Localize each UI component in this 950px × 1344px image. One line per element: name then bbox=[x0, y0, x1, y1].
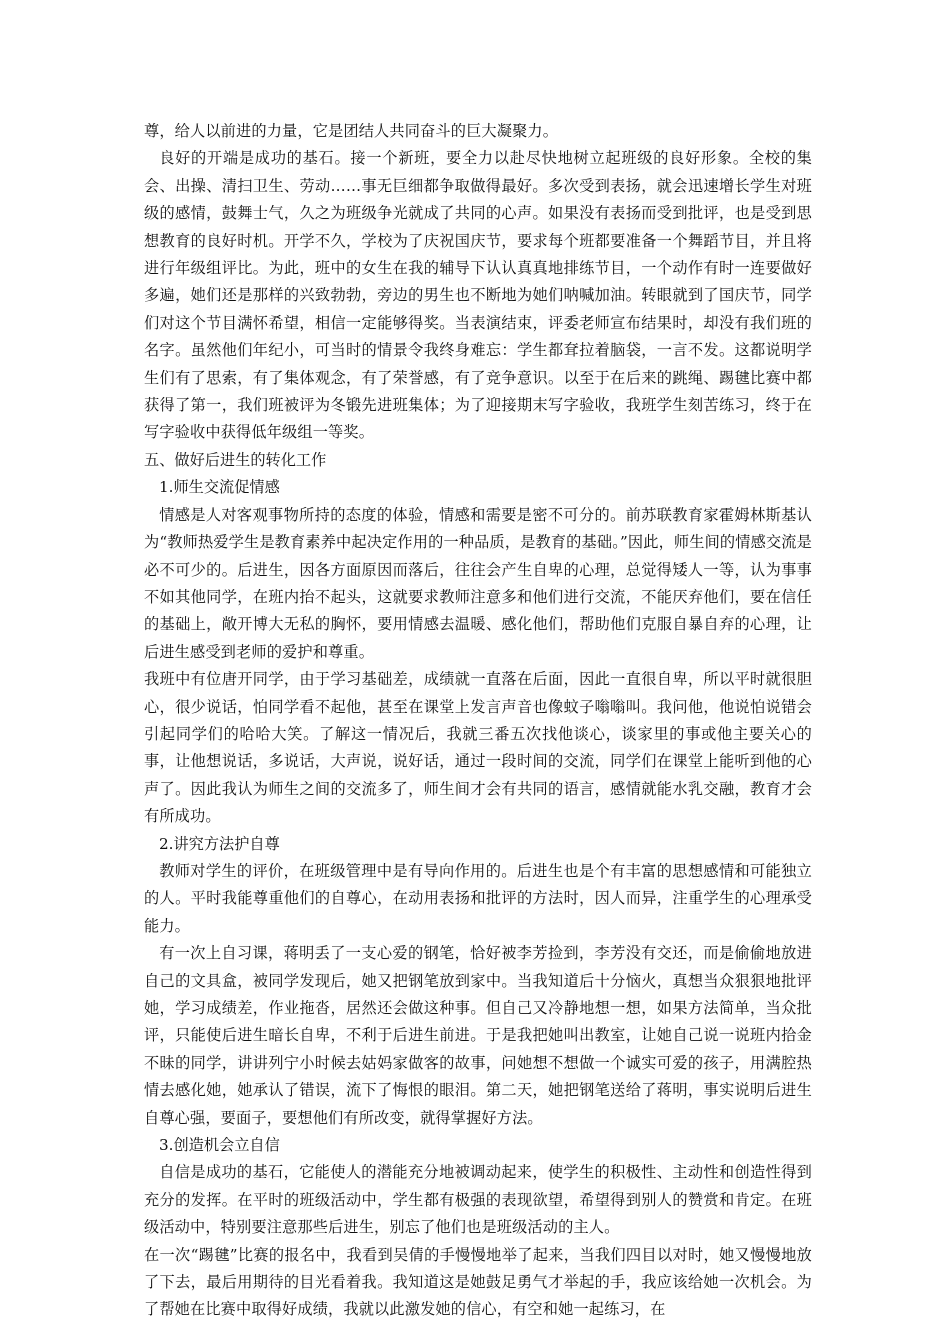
subheading-1: 1.师生交流促情感 bbox=[159, 478, 280, 497]
subheading-3: 3.创造机会立自信 bbox=[159, 1136, 280, 1155]
paragraph-teacher-evaluation: 教师对学生的评价，在班级管理中是有导向作用的。后进生也是个有丰富的思想感情和可能独立的人。平时我能尊重他们的自尊心，在动用表扬和批评的方法时，因人而异，注重学生的心理承受能力。 bbox=[144, 861, 812, 935]
paragraph-tang-kai-story: 我班中有位唐开同学，由于学习基础差，成绩就一直落在后面，因此一直很自卑，所以平时就很胆心，很少说话，怕同学看不起他，甚至在课堂上发言声音也像蚊子嗡嗡叫。我问他，他说怕说错会引起同学们的哈哈大笑。了解这一情况后，我就三番五次找他谈心，谈家里的事或他主要关心的事，让他想说话，多说话，大声说，说好话，通过一段时间的交流，同学们在课堂上能听到他的心声了。因此我认为师生之间的交流多了，师生间才会有共同的语言，感情就能水乳交融，教育才会有所成功。 bbox=[144, 670, 812, 826]
paragraph-emotion-exchange: 情感是人对客观事物所持的态度的体验，情感和需要是密不可分的。前苏联教育家霍姆林斯基认为“教师热爱学生是教育素养中起决定作用的一种品质，是教育的基础。”因此，师生间的情感交流是必不可少的。后进生，因各方面原因而落后，往往会产生自卑的心理，总觉得矮人一等，认为事事不如其他同学，在班内抬不起头，这就要求教师注意多和他们进行交流，不能厌弃他们，要在信任的基础上，敞开博大无私的胸怀，要用情感去温暖、感化他们，帮助他们克服自暴自弃的心理，让后进生感受到老师的爱护和尊重。 bbox=[144, 505, 812, 661]
paragraph-pen-story: 有一次上自习课，蒋明丢了一支心爱的钢笔，恰好被李芳捡到，李芳没有交还，而是偷偷地放进自己的文具盒，被同学发现后，她又把钢笔放到家中。当我知道后十分恼火，真想当众狠狠地批评她，学习成绩差，作业拖沓，居然还会做这种事。但自己又冷静地想一想，如果方法简单，当众批评，只能使后进生暗长自卑，不利于后进生前进。于是我把她叫出教室，让她自己说一说班内拾金不昧的同学，讲讲列宁小时候去姑妈家做客的故事，问她想不想做一个诚实可爱的孩子，用满腔热情去感化她，她承认了错误，流下了悔恨的眼泪。第二天，她把钢笔送给了蒋明，事实说明后进生自尊心强，要面子，要想他们有所改变，就得掌握好方法。 bbox=[144, 944, 812, 1127]
document-page bbox=[144, 118, 812, 1324]
paragraph-shuttlecock-story: 在一次“踢毽”比赛的报名中，我看到吴倩的手慢慢地举了起来，当我们四目以对时，她又慢慢地放了下去，最后用期待的目光看着我。我知道这是她鼓足勇气才举起的手，我应该给她一次机会。为了帮她在比赛中取得好成绩，我就以此激发她的信心，有空和她一起练习，在 bbox=[144, 1245, 812, 1319]
subheading-2: 2.讲究方法护自尊 bbox=[159, 834, 280, 853]
paragraph-good-start: 良好的开端是成功的基石。接一个新班，要全力以赴尽快地树立起班级的良好形象。全校的集会、出操、清扫卫生、劳动……事无巨细都争取做得最好。多次受到表扬，就会迅速增长学生对班级的感情，鼓舞士气，久之为班级争光就成了共同的心声。如果没有表扬而受到批评，也是受到思想教育的良好时机。开学不久，学校为了庆祝国庆节，要求每个班都要准备一个舞蹈节目，并且将进行年级组评比。为此，班中的女生在我的辅导下认认真真地排练节目，一个动作有时一连要做好多遍，她们还是那样的兴致勃勃，旁边的男生也不断地为她们呐喊加油。转眼就到了国庆节，同学们对这个节目满怀希望，相信一定能够得奖。当表演结束，评委老师宣布结果时，却没有我们班的名字。虽然他们年纪小，可当时的情景令我终身难忘：学生都耷拉着脑袋，一言不发。这都说明学生们有了思索，有了集体观念，有了荣誉感，有了竞争意识。以至于在后来的跳绳、踢毽比赛中都获得了第一，我们班被评为冬锻先进班集体；为了迎接期末写字验收，我班学生刻苦练习，终于在写字验收中获得低年级组一等奖。 bbox=[144, 149, 812, 442]
section-heading-5: 五、做好后进生的转化工作 bbox=[144, 450, 327, 469]
paragraph-confidence: 自信是成功的基石，它能使人的潜能充分地被调动起来，使学生的积极性、主动性和创造性得到充分的发挥。在平时的班级活动中，学生都有极强的表现欲望，希望得到别人的赞赏和肯定。在班级活动中，特别要注意那些后进生，别忘了他们也是班级活动的主人。 bbox=[144, 1163, 812, 1237]
paragraph-intro-continuation: 尊，给人以前进的力量，它是团结人共同奋斗的巨大凝聚力。 bbox=[144, 122, 559, 140]
